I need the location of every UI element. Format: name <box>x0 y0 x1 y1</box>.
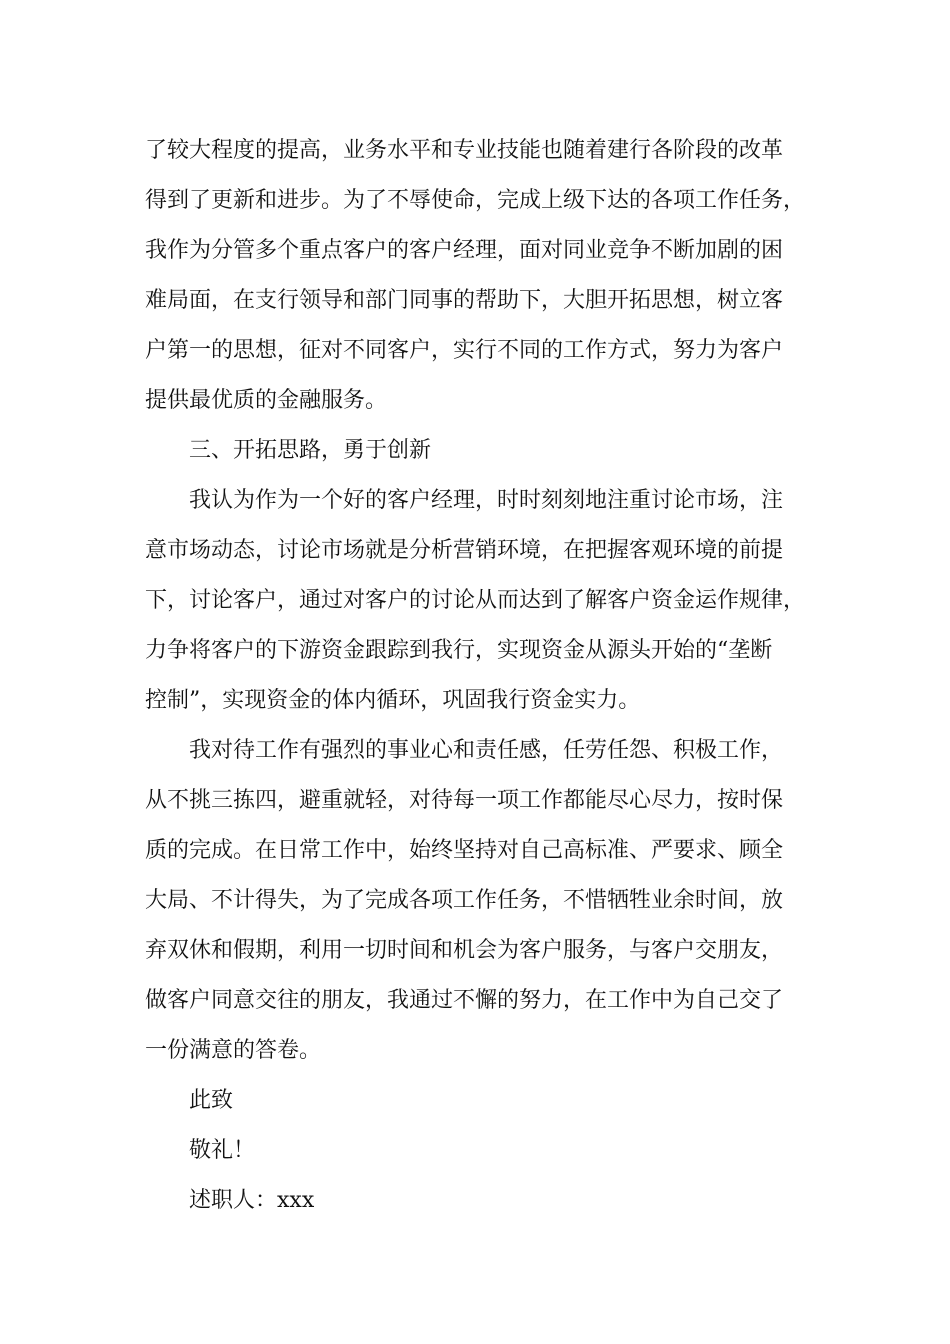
body-line-7: 我认为作为一个好的客户经理，时时刻刻地注重讨论市场，注 <box>189 488 784 513</box>
body-line-6: 提供最优质的金融服务。 <box>145 388 388 413</box>
body-line-9: 下，讨论客户，通过对客户的讨论从而达到了解客户资金运作规律， <box>145 588 806 613</box>
section-heading: 三、开拓思路，勇于创新 <box>189 438 432 463</box>
body-line-15: 大局、不计得失，为了完成各项工作任务，不惜牺牲业余时间，放 <box>145 888 784 913</box>
signature-line: 述职人：xxx <box>189 1188 315 1213</box>
body-line-14: 质的完成。在日常工作中，始终坚持对自己高标准、严要求、顾全 <box>145 838 784 863</box>
body-line-2: 得到了更新和进步。为了不辱使命，完成上级下达的各项工作任务， <box>145 188 806 213</box>
body-line-16: 弃双休和假期，利用一切时间和机会为客户服务，与客户交朋友， <box>145 938 784 963</box>
body-line-11: 控制”，实现资金的体内循环，巩固我行资金实力。 <box>145 688 641 713</box>
body-line-5: 户第一的思想，征对不同客户，实行不同的工作方式，努力为客户 <box>145 338 784 363</box>
body-line-8: 意市场动态，讨论市场就是分析营销环境，在把握客观环境的前提 <box>145 538 784 563</box>
body-line-12: 我对待工作有强烈的事业心和责任感，任劳任怨、积极工作， <box>189 738 784 763</box>
body-line-17: 做客户同意交往的朋友，我通过不懈的努力，在工作中为自己交了 <box>145 988 784 1013</box>
body-line-4: 难局面，在支行领导和部门同事的帮助下，大胆开拓思想，树立客 <box>145 288 784 313</box>
body-line-10: 力争将客户的下游资金跟踪到我行，实现资金从源头开始的“垄断 <box>145 638 773 663</box>
body-line-13: 从不挑三拣四，避重就轻，对待每一项工作都能尽心尽力，按时保 <box>145 788 784 813</box>
closing-regards: 敬礼！ <box>189 1138 256 1163</box>
body-line-1: 了较大程度的提高，业务水平和专业技能也随着建行各阶段的改革 <box>145 138 784 163</box>
body-line-18: 一份满意的答卷。 <box>145 1038 322 1063</box>
body-line-3: 我作为分管多个重点客户的客户经理，面对同业竞争不断加剧的困 <box>145 238 784 263</box>
closing-salutation: 此致 <box>189 1088 234 1113</box>
